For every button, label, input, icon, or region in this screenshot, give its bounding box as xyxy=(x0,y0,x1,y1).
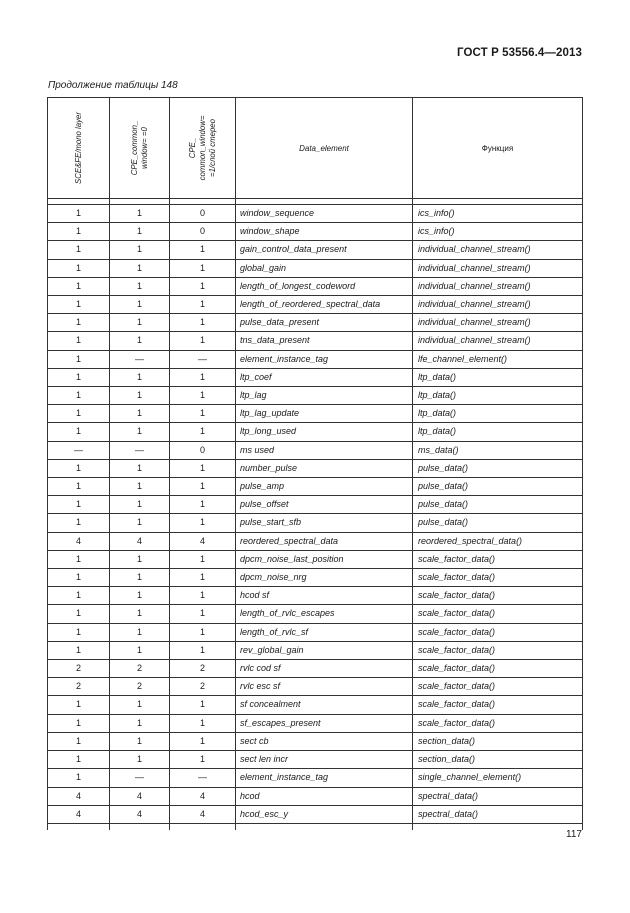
function-cell: scale_factor_data() xyxy=(413,550,583,568)
function-cell: scale_factor_data() xyxy=(413,714,583,732)
data-element-cell: dpcm_noise_nrg xyxy=(236,569,413,587)
data-element-cell: pulse_start_sfb xyxy=(236,514,413,532)
table-row xyxy=(48,223,583,241)
cpe-cw0-cell: 4 xyxy=(110,805,170,823)
document-standard-header: ГОСТ Р 53556.4—2013 xyxy=(457,47,582,59)
cpe-cw1-cell: 2 xyxy=(170,660,236,678)
sce-fe-mono-cell: 1 xyxy=(48,496,110,514)
table-row xyxy=(48,587,583,605)
sce-fe-mono-cell: 1 xyxy=(48,368,110,386)
cpe-cw1-cell: 0 xyxy=(170,441,236,459)
col-header-data-element: Data_element xyxy=(236,98,413,199)
sce-fe-mono-cell: 1 xyxy=(48,587,110,605)
table-row xyxy=(48,441,583,459)
data-element-cell: window_sequence xyxy=(236,205,413,223)
table-header-row xyxy=(48,98,583,199)
function-cell: scale_factor_data() xyxy=(413,641,583,659)
data-element-cell: hcod sf xyxy=(236,587,413,605)
sce-fe-mono-cell: 1 xyxy=(48,205,110,223)
sce-fe-mono-cell: 1 xyxy=(48,277,110,295)
function-cell: scale_factor_data() xyxy=(413,605,583,623)
data-element-cell: ltp_coef xyxy=(236,368,413,386)
data-element-cell: length_of_rvlc_escapes xyxy=(236,605,413,623)
cpe-cw0-cell: 1 xyxy=(110,751,170,769)
table-row xyxy=(48,387,583,405)
cpe-cw1-cell: 1 xyxy=(170,423,236,441)
cpe-cw1-cell: 2 xyxy=(170,678,236,696)
sce-fe-mono-cell: 1 xyxy=(48,714,110,732)
cpe-cw1-cell: 4 xyxy=(170,532,236,550)
data-element-cell: element_instance_tag xyxy=(236,350,413,368)
cpe-cw0-cell: 1 xyxy=(110,496,170,514)
table-body xyxy=(48,205,583,830)
cpe-cw1-cell: 1 xyxy=(170,296,236,314)
cpe-cw0-cell: 1 xyxy=(110,587,170,605)
col-header-cpe-common-window-1 xyxy=(170,98,236,199)
cpe-cw0-cell: 1 xyxy=(110,550,170,568)
data-element-cell: reordered_spectral_data xyxy=(236,532,413,550)
cpe-cw1-cell: 0 xyxy=(170,205,236,223)
sce-fe-mono-cell: 1 xyxy=(48,423,110,441)
cpe-cw0-cell: 1 xyxy=(110,332,170,350)
cpe-cw1-cell: 1 xyxy=(170,550,236,568)
header-line: CPE_ xyxy=(187,137,197,159)
sce-fe-mono-cell: 1 xyxy=(48,478,110,496)
sce-fe-mono-cell: 1 xyxy=(48,296,110,314)
cpe-cw1-cell: 1 xyxy=(170,732,236,750)
cpe-cw0-cell: 1 xyxy=(110,714,170,732)
table-row xyxy=(48,350,583,368)
cpe-cw0-cell: 4 xyxy=(110,532,170,550)
sce-fe-mono-cell: 1 xyxy=(48,732,110,750)
cpe-cw1-cell: — xyxy=(170,350,236,368)
table-row xyxy=(48,405,583,423)
cpe-cw0-cell: 1 xyxy=(110,314,170,332)
sce-fe-mono-cell: 1 xyxy=(48,751,110,769)
data-element-cell: length_of_rvlc_sf xyxy=(236,623,413,641)
cpe-cw1-cell: 1 xyxy=(170,459,236,477)
sce-fe-mono-cell: 1 xyxy=(48,769,110,787)
function-cell: individual_channel_stream() xyxy=(413,259,583,277)
function-cell: individual_channel_stream() xyxy=(413,332,583,350)
cpe-cw1-cell: 4 xyxy=(170,805,236,823)
sce-fe-mono-cell: 1 xyxy=(48,223,110,241)
data-element-cell: number_pulse xyxy=(236,459,413,477)
cpe-cw0-cell: 1 xyxy=(110,405,170,423)
function-cell: ms_data() xyxy=(413,441,583,459)
header-line: common_window= xyxy=(197,115,207,181)
data-element-cell: sf concealment xyxy=(236,696,413,714)
function-cell: individual_channel_stream() xyxy=(413,296,583,314)
cpe-cw0-cell: 1 xyxy=(110,259,170,277)
data-element-cell: hcod xyxy=(236,787,413,805)
cpe-cw1-cell: 1 xyxy=(170,623,236,641)
header-line: window= =0 xyxy=(139,127,149,169)
cpe-cw0-cell: 1 xyxy=(110,241,170,259)
function-cell: pulse_data() xyxy=(413,514,583,532)
data-element-cell: tns_data_present xyxy=(236,332,413,350)
sce-fe-mono-cell: 1 xyxy=(48,550,110,568)
function-cell: pulse_data() xyxy=(413,478,583,496)
sce-fe-mono-cell: 4 xyxy=(48,532,110,550)
cpe-cw1-cell: 1 xyxy=(170,314,236,332)
table-row xyxy=(48,641,583,659)
cpe-cw0-cell: 2 xyxy=(110,660,170,678)
cpe-cw0-cell: 1 xyxy=(110,569,170,587)
cpe-cw1-cell: 1 xyxy=(170,259,236,277)
function-cell: scale_factor_data() xyxy=(413,623,583,641)
function-cell: spectral_data() xyxy=(413,805,583,823)
header-line: SCE&FE/mono layer xyxy=(73,112,83,184)
col-header-cpe-common-window-0 xyxy=(110,98,170,199)
col-header-function: Функция xyxy=(413,98,583,199)
cpe-cw1-cell: 1 xyxy=(170,714,236,732)
sce-fe-mono-cell: 1 xyxy=(48,259,110,277)
data-element-cell: ltp_lag xyxy=(236,387,413,405)
table-row xyxy=(48,714,583,732)
table-row xyxy=(48,259,583,277)
data-element-cell: rev_global_gain xyxy=(236,641,413,659)
table-row xyxy=(48,660,583,678)
table-row xyxy=(48,332,583,350)
cpe-cw0-cell: — xyxy=(110,769,170,787)
function-cell: individual_channel_stream() xyxy=(413,241,583,259)
table-row xyxy=(48,241,583,259)
cpe-cw1-cell: — xyxy=(170,769,236,787)
data-element-cell: global_gain xyxy=(236,259,413,277)
table-row xyxy=(48,550,583,568)
data-element-cell: hcod_esc_y xyxy=(236,805,413,823)
table-row xyxy=(48,623,583,641)
table-row xyxy=(48,696,583,714)
sce-fe-mono-cell: 1 xyxy=(48,623,110,641)
function-cell: ltp_data() xyxy=(413,405,583,423)
table-row xyxy=(48,205,583,223)
table-row xyxy=(48,605,583,623)
sce-fe-mono-cell: 1 xyxy=(48,241,110,259)
cpe-cw0-cell: 4 xyxy=(110,787,170,805)
cpe-cw0-cell: 1 xyxy=(110,514,170,532)
table-row xyxy=(48,277,583,295)
function-cell: ltp_data() xyxy=(413,368,583,386)
sce-fe-mono-cell: — xyxy=(48,441,110,459)
function-cell: ltp_data() xyxy=(413,387,583,405)
function-cell: pulse_data() xyxy=(413,459,583,477)
data-element-cell: pulse_offset xyxy=(236,496,413,514)
data-element-cell: sf_escapes_present xyxy=(236,714,413,732)
data-element-cell: dpcm_noise_last_position xyxy=(236,550,413,568)
cpe-cw1-cell: 1 xyxy=(170,332,236,350)
data-element-cell: length_of_reordered_spectral_data xyxy=(236,296,413,314)
sce-fe-mono-cell: 1 xyxy=(48,332,110,350)
cpe-cw0-cell: — xyxy=(110,350,170,368)
sce-fe-mono-cell: 1 xyxy=(48,569,110,587)
data-element-cell: element_instance_tag xyxy=(236,769,413,787)
function-cell: ics_info() xyxy=(413,223,583,241)
col3-lines xyxy=(188,116,218,181)
table-continuation-row xyxy=(48,823,583,830)
table-row xyxy=(48,296,583,314)
cpe-cw0-cell: 1 xyxy=(110,423,170,441)
cpe-cw0-cell: 1 xyxy=(110,223,170,241)
table-row xyxy=(48,787,583,805)
table-row xyxy=(48,569,583,587)
sce-fe-mono-cell: 1 xyxy=(48,350,110,368)
function-cell: ltp_data() xyxy=(413,423,583,441)
data-element-cell: rvlc cod sf xyxy=(236,660,413,678)
sce-fe-mono-cell: 4 xyxy=(48,787,110,805)
data-element-cell: sect cb xyxy=(236,732,413,750)
cpe-cw0-cell: 1 xyxy=(110,696,170,714)
cpe-cw1-cell: 1 xyxy=(170,587,236,605)
cpe-cw0-cell: 1 xyxy=(110,478,170,496)
cpe-cw1-cell: 1 xyxy=(170,478,236,496)
function-cell: lfe_channel_element() xyxy=(413,350,583,368)
col-header-sce-fe-mono xyxy=(48,98,110,199)
cpe-cw0-cell: 1 xyxy=(110,296,170,314)
function-cell: individual_channel_stream() xyxy=(413,277,583,295)
cpe-cw0-cell: 1 xyxy=(110,205,170,223)
function-cell: scale_factor_data() xyxy=(413,696,583,714)
cpe-cw1-cell: 1 xyxy=(170,514,236,532)
function-cell: scale_factor_data() xyxy=(413,678,583,696)
cpe-cw0-cell: 1 xyxy=(110,368,170,386)
data-element-cell: pulse_amp xyxy=(236,478,413,496)
cpe-cw0-cell: 1 xyxy=(110,459,170,477)
sce-fe-mono-cell: 2 xyxy=(48,678,110,696)
sce-fe-mono-cell: 4 xyxy=(48,805,110,823)
sce-fe-mono-cell: 1 xyxy=(48,459,110,477)
data-element-cell: length_of_longest_codeword xyxy=(236,277,413,295)
data-element-cell: ms used xyxy=(236,441,413,459)
cpe-cw1-cell: 1 xyxy=(170,368,236,386)
col1-lines xyxy=(74,112,84,184)
spec-table xyxy=(47,97,583,830)
cpe-cw0-cell: 1 xyxy=(110,641,170,659)
cpe-cw1-cell: 1 xyxy=(170,277,236,295)
table-row xyxy=(48,478,583,496)
function-cell: ics_info() xyxy=(413,205,583,223)
function-cell: section_data() xyxy=(413,732,583,750)
header-line: CPE_common_ xyxy=(129,120,139,176)
table-row xyxy=(48,423,583,441)
col2-lines xyxy=(130,121,150,176)
cpe-cw0-cell: 1 xyxy=(110,605,170,623)
data-element-cell: ltp_lag_update xyxy=(236,405,413,423)
cpe-cw0-cell: 2 xyxy=(110,678,170,696)
cpe-cw0-cell: 1 xyxy=(110,387,170,405)
table-row xyxy=(48,532,583,550)
cpe-cw1-cell: 1 xyxy=(170,641,236,659)
function-cell: reordered_spectral_data() xyxy=(413,532,583,550)
sce-fe-mono-cell: 1 xyxy=(48,405,110,423)
table-row xyxy=(48,314,583,332)
table-row xyxy=(48,459,583,477)
function-cell: scale_factor_data() xyxy=(413,569,583,587)
data-element-cell: pulse_data_present xyxy=(236,314,413,332)
function-cell: scale_factor_data() xyxy=(413,660,583,678)
sce-fe-mono-cell: 1 xyxy=(48,314,110,332)
cpe-cw0-cell: 1 xyxy=(110,277,170,295)
header-line: =1/слой стерео xyxy=(207,119,217,177)
cpe-cw0-cell: 1 xyxy=(110,732,170,750)
cpe-cw1-cell: 1 xyxy=(170,387,236,405)
sce-fe-mono-cell: 1 xyxy=(48,696,110,714)
table-row xyxy=(48,496,583,514)
cpe-cw1-cell: 1 xyxy=(170,605,236,623)
function-cell: spectral_data() xyxy=(413,787,583,805)
sce-fe-mono-cell: 1 xyxy=(48,387,110,405)
cpe-cw1-cell: 0 xyxy=(170,223,236,241)
table-row xyxy=(48,514,583,532)
cpe-cw1-cell: 1 xyxy=(170,405,236,423)
data-element-cell: gain_control_data_present xyxy=(236,241,413,259)
data-element-cell: ltp_long_used xyxy=(236,423,413,441)
sce-fe-mono-cell: 1 xyxy=(48,514,110,532)
function-cell: individual_channel_stream() xyxy=(413,314,583,332)
sce-fe-mono-cell: 2 xyxy=(48,660,110,678)
cpe-cw1-cell: 1 xyxy=(170,696,236,714)
cpe-cw1-cell: 1 xyxy=(170,751,236,769)
table-row xyxy=(48,769,583,787)
data-element-cell: window_shape xyxy=(236,223,413,241)
table-row xyxy=(48,751,583,769)
cpe-cw0-cell: 1 xyxy=(110,623,170,641)
table-row xyxy=(48,678,583,696)
table-row xyxy=(48,805,583,823)
function-cell: section_data() xyxy=(413,751,583,769)
page-number: 117 xyxy=(566,829,582,840)
cpe-cw1-cell: 1 xyxy=(170,569,236,587)
table-row xyxy=(48,368,583,386)
sce-fe-mono-cell: 1 xyxy=(48,641,110,659)
sce-fe-mono-cell: 1 xyxy=(48,605,110,623)
cpe-cw1-cell: 4 xyxy=(170,787,236,805)
table-row xyxy=(48,732,583,750)
data-element-cell: rvlc esc sf xyxy=(236,678,413,696)
cpe-cw1-cell: 1 xyxy=(170,241,236,259)
cpe-cw1-cell: 1 xyxy=(170,496,236,514)
data-element-cell: sect len incr xyxy=(236,751,413,769)
cpe-cw0-cell: — xyxy=(110,441,170,459)
function-cell: scale_factor_data() xyxy=(413,587,583,605)
function-cell: pulse_data() xyxy=(413,496,583,514)
table-caption: Продолжение таблицы 148 xyxy=(48,80,178,91)
function-cell: single_channel_element() xyxy=(413,769,583,787)
